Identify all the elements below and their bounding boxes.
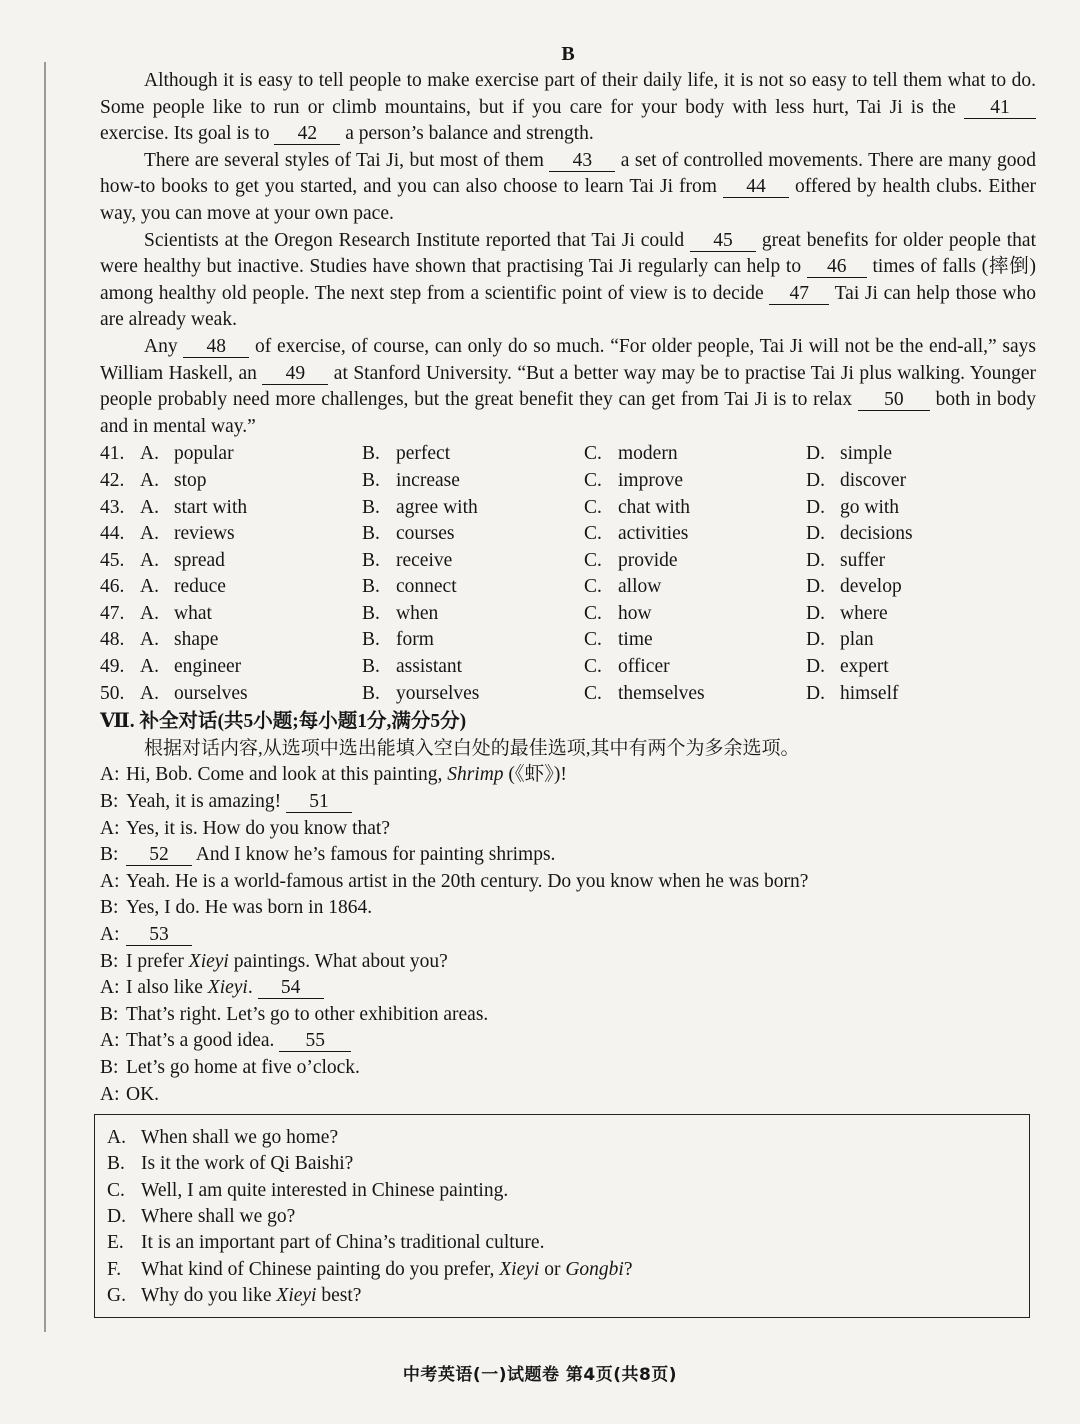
option-b[interactable]: increase xyxy=(396,469,460,491)
passage-paragraph-3: Scientists at the Oregon Research Institute reported that Tai Ji could 45 great benefits for older people that were healthy but inactive. Studies have shown that practising Tai Ji regularly can help to 46 times of falls (摔倒) among healthy old people. The next step from a scientific point of view is to decide 47 Tai Ji can help those who are already weak. xyxy=(100,229,1037,331)
blank-42: 42 xyxy=(274,123,340,145)
dialogue-line: A: Yeah. He is a world-famous artist in the 20th century. Do you know when he was born? xyxy=(100,869,1036,896)
question-number: 42. xyxy=(100,469,125,491)
blank-48: 48 xyxy=(183,336,249,358)
speaker-label: A: xyxy=(100,1083,120,1105)
option-b[interactable]: form xyxy=(396,629,434,651)
speaker-label: B: xyxy=(100,950,119,972)
option-b[interactable]: connect xyxy=(396,576,457,598)
option-c[interactable]: activities xyxy=(618,523,689,545)
question-number: 43. xyxy=(100,496,125,518)
option-row: 50. A. ourselves B. yourselves C. themselves D. himself xyxy=(100,681,1036,708)
speaker-label: A: xyxy=(100,924,120,945)
option-a[interactable]: engineer xyxy=(174,656,242,678)
choice-item[interactable]: C. Well, I am quite interested in Chinese painting. xyxy=(107,1179,509,1201)
option-b[interactable]: yourselves xyxy=(396,682,480,704)
dialogue-line: B: That’s right. Let’s go to other exhibition areas. xyxy=(100,1002,1036,1029)
blank-55: 55 xyxy=(279,1030,351,1052)
option-row: 42. A. stop B. increase C. improve D. discover xyxy=(100,468,1036,495)
option-c[interactable]: provide xyxy=(618,549,678,571)
option-d[interactable]: where xyxy=(840,602,888,624)
blank-50: 50 xyxy=(858,389,930,411)
passage-paragraph-4: Any 48 of exercise, of course, can only do so much. “For older people, Tai Ji will not be the end-all,” says William Haskell, an 49 at Stanford University. “But a better way may be to practise Tai Ji plus walking. Younger people probably need more challenges, but the great benefit they can get from Tai Ji is to relax 50 both in body and in mental way.” xyxy=(100,335,1036,437)
option-c[interactable]: how xyxy=(618,602,652,624)
blank-44: 44 xyxy=(723,176,789,198)
dialogue-line: A: I also like Xieyi. 54 xyxy=(100,975,1036,1002)
blank-49: 49 xyxy=(262,363,328,385)
dialogue-line: A: Yes, it is. How do you know that? xyxy=(100,816,1036,843)
dialogue xyxy=(100,762,1036,1108)
dialogue-line: B: Yeah, it is amazing! 51 xyxy=(100,789,1036,816)
option-row: 43. A. start with B. agree with C. chat with D. go with xyxy=(100,495,1036,522)
dialogue-line: A: Hi, Bob. Come and look at this painting, Shrimp (《虾》)! xyxy=(100,762,1036,789)
question-number: 45. xyxy=(100,549,125,571)
question-number: 50. xyxy=(100,682,125,704)
speaker-label: B: xyxy=(100,844,119,866)
option-a[interactable]: ourselves xyxy=(174,682,248,704)
speaker-label: B: xyxy=(100,1056,119,1078)
speaker-label: B: xyxy=(100,897,119,919)
question-number: 41. xyxy=(100,443,125,465)
option-d[interactable]: simple xyxy=(840,443,892,465)
option-b[interactable]: assistant xyxy=(396,656,463,678)
option-a[interactable]: spread xyxy=(174,549,225,571)
option-c[interactable]: improve xyxy=(618,469,683,491)
option-b[interactable]: perfect xyxy=(396,443,451,465)
exam-page xyxy=(100,40,1036,1318)
dialogue-line: A: OK. xyxy=(100,1082,1036,1109)
option-row: 46. A. reduce B. connect C. allow D. develop xyxy=(100,574,1036,601)
option-d[interactable]: plan xyxy=(840,629,874,651)
choice-item[interactable]: A. When shall we go home? xyxy=(107,1127,339,1149)
page-footer: 中考英语(一)试题卷 第4页(共8页) xyxy=(402,1365,678,1385)
option-a[interactable]: what xyxy=(174,602,212,624)
dialogue-line: B: I prefer Xieyi paintings. What about you? xyxy=(100,949,1036,976)
blank-53: 53 xyxy=(126,924,192,946)
blank-47: 47 xyxy=(769,283,829,305)
speaker-label: A: xyxy=(100,764,120,786)
speaker-label: A: xyxy=(100,1030,120,1052)
blank-41: 41 xyxy=(964,97,1036,119)
option-d[interactable]: develop xyxy=(840,576,902,598)
choice-item[interactable]: G. Why do you like Xieyi best? xyxy=(107,1284,362,1306)
option-c[interactable]: modern xyxy=(618,443,678,465)
option-a[interactable]: reduce xyxy=(174,576,226,598)
question-number: 44. xyxy=(100,523,125,545)
option-a[interactable]: start with xyxy=(174,496,248,518)
option-d[interactable]: himself xyxy=(840,682,899,704)
blank-43: 43 xyxy=(549,150,615,172)
option-b[interactable]: courses xyxy=(396,523,455,545)
option-row: 48. A. shape B. form C. time D. plan xyxy=(100,627,1036,654)
passage-paragraph-2: There are several styles of Tai Ji, but most of them 43 a set of controlled movements. There are many good how-to books to get you started, and you can also choose to learn Tai Ji from 44 offered by health clubs. Either way, you can move at your own pace. xyxy=(100,149,1037,224)
speaker-label: A: xyxy=(100,977,120,999)
option-d[interactable]: decisions xyxy=(840,523,913,545)
choice-item[interactable]: E. It is an important part of China’s traditional culture. xyxy=(107,1232,545,1254)
cloze-options xyxy=(100,441,1036,707)
option-c[interactable]: allow xyxy=(618,576,662,598)
question-number: 47. xyxy=(100,602,125,624)
speaker-label: A: xyxy=(100,817,120,839)
option-row: 45. A. spread B. receive C. provide D. suffer xyxy=(100,548,1036,575)
option-row: 49. A. engineer B. assistant C. officer D. expert xyxy=(100,654,1036,681)
option-c[interactable]: chat with xyxy=(618,496,691,518)
option-c[interactable]: officer xyxy=(618,656,670,678)
option-a[interactable]: stop xyxy=(174,469,207,491)
choice-item[interactable]: F. What kind of Chinese painting do you prefer, Xieyi or Gongbi? xyxy=(107,1258,633,1280)
option-d[interactable]: discover xyxy=(840,469,907,491)
option-d[interactable]: expert xyxy=(840,656,889,678)
option-row: 47. A. what B. when C. how D. where xyxy=(100,601,1036,628)
option-c[interactable]: themselves xyxy=(618,682,705,704)
question-number: 46. xyxy=(100,576,125,598)
passage-paragraph-1: Although it is easy to tell people to make exercise part of their daily life, it is not so easy to tell them what to do. Some people like to run or climb mountains, but if you care for your body with less hurt, Tai Ji is the 41 exercise. Its goal is to 42 a person’s balance and strength. xyxy=(100,70,1036,145)
blank-51: 51 xyxy=(286,791,352,813)
option-b[interactable]: receive xyxy=(396,549,453,571)
choice-item[interactable]: D. Where shall we go? xyxy=(107,1206,296,1228)
option-a[interactable]: reviews xyxy=(174,523,235,545)
section-instruction: 根据对话内容,从选项中选出能填入空白处的最佳选项,其中有两个为多余选项。 xyxy=(144,737,800,759)
dialogue-line: B: Yes, I do. He was born in 1864. xyxy=(100,895,1036,922)
dialogue-line: A: That’s a good idea. 55 xyxy=(100,1028,1036,1055)
blank-52: 52 xyxy=(126,844,192,866)
section-title: B xyxy=(561,43,575,65)
option-d[interactable]: go with xyxy=(840,496,900,518)
question-number: 49. xyxy=(100,656,125,678)
option-row: 41. A. popular B. perfect C. modern D. simple xyxy=(100,441,1036,468)
option-d[interactable]: suffer xyxy=(840,549,886,571)
dialogue-line: B: 52 And I know he’s famous for painting shrimps. xyxy=(100,842,1036,869)
option-a[interactable]: popular xyxy=(174,443,234,465)
option-a[interactable]: shape xyxy=(174,629,219,651)
dialogue-line: B: Let’s go home at five o’clock. xyxy=(100,1055,1036,1082)
dialogue-line xyxy=(100,922,1036,949)
blank-54: 54 xyxy=(258,977,324,999)
choice-item[interactable]: B. Is it the work of Qi Baishi? xyxy=(107,1153,354,1175)
speaker-label: B: xyxy=(100,791,119,813)
question-number: 48. xyxy=(100,629,125,651)
option-b[interactable]: when xyxy=(396,602,439,624)
margin-rule xyxy=(44,62,46,1332)
option-c[interactable]: time xyxy=(618,629,653,651)
blank-46: 46 xyxy=(807,256,867,278)
speaker-label: B: xyxy=(100,1003,119,1025)
option-b[interactable]: agree with xyxy=(396,496,478,518)
section-heading: Ⅶ. 补全对话(共5小题;每小题1分,满分5分) xyxy=(100,711,467,733)
speaker-label: A: xyxy=(100,870,120,892)
option-row: 44. A. reviews B. courses C. activities D. decisions xyxy=(100,521,1036,548)
blank-45: 45 xyxy=(690,230,756,252)
answer-choices-box xyxy=(94,1114,1030,1318)
